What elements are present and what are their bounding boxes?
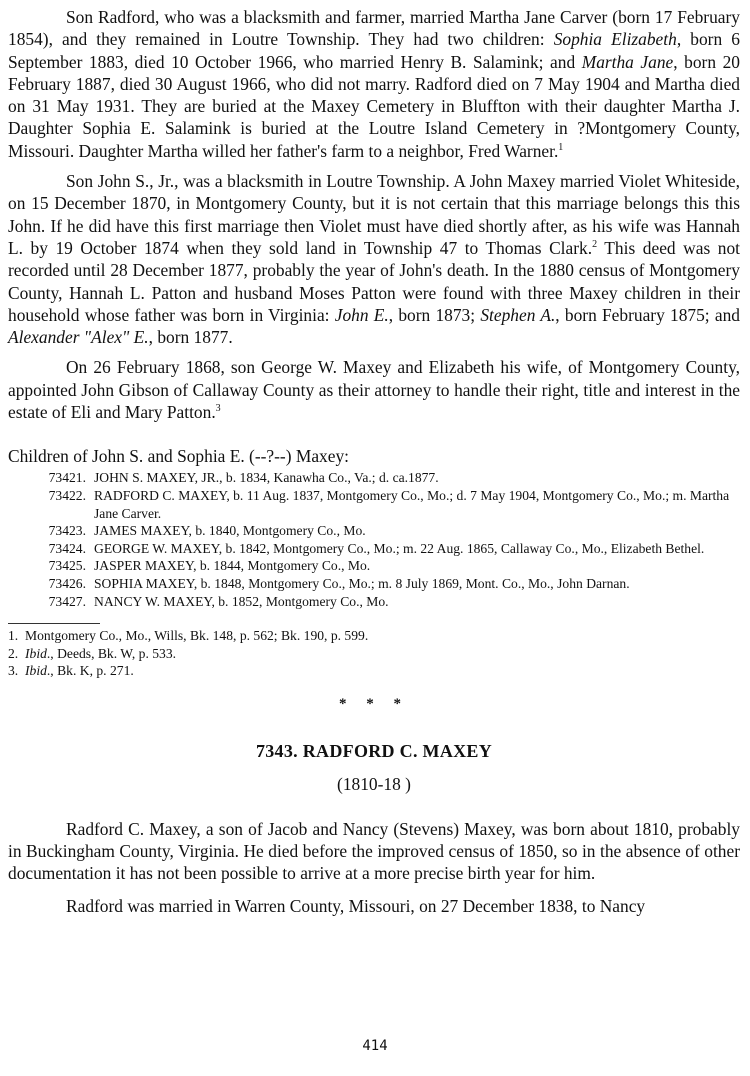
child-text: RADFORD C. MAXEY, b. 11 Aug. 1837, Montgomery Co., Mo.; d. 7 May 1904, Montgomery Co., Mo.; m. Martha Jane Carver. — [94, 487, 730, 521]
child-entry — [8, 540, 740, 558]
footnote-reference: 3 — [215, 403, 221, 415]
child-text: JASPER MAXEY, b. 1844, Montgomery Co., Mo. — [94, 558, 371, 574]
footnote-reference: 2 — [592, 239, 598, 251]
child-entry — [8, 469, 740, 487]
text-run: Montgomery Co., Mo., Wills, Bk. 148, p. 562; Bk. 190, p. 599. — [25, 628, 369, 644]
child-number: 73421. — [48, 470, 86, 486]
paragraph-radford-family — [8, 6, 740, 162]
child-number: 73423. — [48, 523, 86, 539]
footnote-number: 1. — [8, 628, 19, 644]
italic-text: Ibid — [25, 645, 47, 661]
footnote — [8, 662, 740, 680]
paragraph-radford-c-intro — [8, 818, 740, 885]
paragraph-radford-c-marriage — [8, 895, 740, 917]
paragraph-john-jr — [8, 170, 740, 348]
section-separator: * * * — [339, 695, 409, 712]
child-text: NANCY W. MAXEY, b. 1852, Montgomery Co., Mo. — [94, 593, 389, 609]
text-run: On 26 February 1868, son George W. Maxey and Elizabeth his wife, of Montgomery County, appointed John Gibson of Callaway County as their attorney to handle their right, title and interest in the estate of Eli and Mary Patton. — [8, 357, 740, 423]
italic-text: Stephen A. — [480, 304, 556, 325]
children-list — [8, 469, 740, 610]
child-text: JOHN S. MAXEY, JR., b. 1834, Kanawha Co., Va.; d. ca.1877. — [94, 470, 439, 486]
text-run: Son John S., Jr., was a blacksmith in Loutre Township. A John Maxey married Violet Whiteside, on 15 December 1870, in Montgomery County, but it is not certain that this marriage belongs this this John. If he did have this first marriage then Violet must have died shortly after, as his wife was Hannah L. by 19 October 1874 when they sold land in Township 47 to Thomas Clark. — [8, 171, 740, 258]
child-text: JAMES MAXEY, b. 1840, Montgomery Co., Mo. — [94, 523, 366, 539]
child-entry — [8, 575, 740, 593]
italic-text: Martha Jane — [581, 51, 674, 72]
child-entry — [8, 557, 740, 575]
section-heading: 7343. RADFORD C. MAXEY — [255, 740, 493, 761]
footnote-number: 3. — [8, 663, 19, 679]
footnotes-list — [8, 627, 740, 680]
text-run: ., Bk. K, p. 271. — [46, 663, 134, 679]
child-text: GEORGE W. MAXEY, b. 1842, Montgomery Co., Mo.; m. 22 Aug. 1865, Callaway Co., Mo., Elizabeth Bethel. — [94, 540, 705, 556]
text-run: This deed was not recorded until 28 December 1877, probably the year of John's death. In the 1880 census of Montgomery County, Hannah L. Patton and husband Moses Patton were found with three Maxey children in their household whose father was born in Virginia: — [8, 237, 740, 325]
footnote-rule — [8, 623, 100, 624]
text-run: Radford C. Maxey, a son of Jacob and Nancy (Stevens) Maxey, was born about 1810, probably in Buckingham County, Virginia. He died before the improved census of 1850, so in the absence of other documentation it has not been possible to arrive at a more precise birth year for him. — [8, 818, 740, 884]
child-number: 73425. — [48, 558, 86, 574]
paragraph-george-attorney — [8, 356, 740, 423]
text-run: Son Radford, who was a blacksmith and farmer, married Martha Jane Carver (born 17 February 1854), and they remained in Loutre Township. They had two children: — [8, 7, 740, 50]
italic-text: Alexander "Alex" E. — [8, 327, 149, 348]
footnote — [8, 645, 740, 663]
child-number: 73422. — [48, 487, 86, 503]
child-number: 73426. — [48, 575, 86, 591]
italic-text: Ibid — [25, 663, 47, 679]
child-number: 73424. — [48, 540, 86, 556]
child-entry — [8, 522, 740, 540]
child-entry — [8, 487, 740, 522]
child-entry — [8, 593, 740, 611]
text-run: ., Deeds, Bk. W, p. 533. — [46, 645, 177, 661]
child-number: 73427. — [48, 593, 86, 609]
text-run: , born 20 February 1887, died 30 August 1966, who did not marry. Radford died on 7 May 1904 and Martha died on 31 May 1931. They are buried at the Maxey Cemetery in Bluffton with their daughter Martha J. Daughter Sophia E. Salamink is buried at the Loutre Island Cemetery in ?Montgomery County, Missouri. Daughter Martha willed her father's farm to a neighbor, Fred Warner. — [8, 51, 740, 161]
text-run: , born February 1875; and — [555, 304, 740, 325]
footnote — [8, 627, 740, 645]
text-run: , born 1873; — [388, 304, 481, 325]
footnote-reference: 1 — [558, 141, 564, 153]
text-run: , born 6 September 1883, died 10 October 1966, who married Henry B. Salamink; and — [8, 29, 740, 72]
text-run: , born 1877. — [148, 327, 233, 348]
italic-text: Sophia Elizabeth — [553, 29, 677, 50]
section-dates: (1810-18 ) — [337, 773, 411, 794]
text-run: Radford was married in Warren County, Missouri, on 27 December 1838, to Nancy — [66, 895, 646, 916]
footnote-number: 2. — [8, 645, 19, 661]
child-text: SOPHIA MAXEY, b. 1848, Montgomery Co., Mo.; m. 8 July 1869, Mont. Co., Mo., John Darnan. — [94, 575, 630, 591]
italic-text: John E. — [334, 304, 389, 325]
children-heading: Children of John S. and Sophia E. (--?--) Maxey: — [8, 446, 349, 467]
page-number: 414 — [362, 1038, 388, 1054]
document-page — [8, 6, 740, 917]
